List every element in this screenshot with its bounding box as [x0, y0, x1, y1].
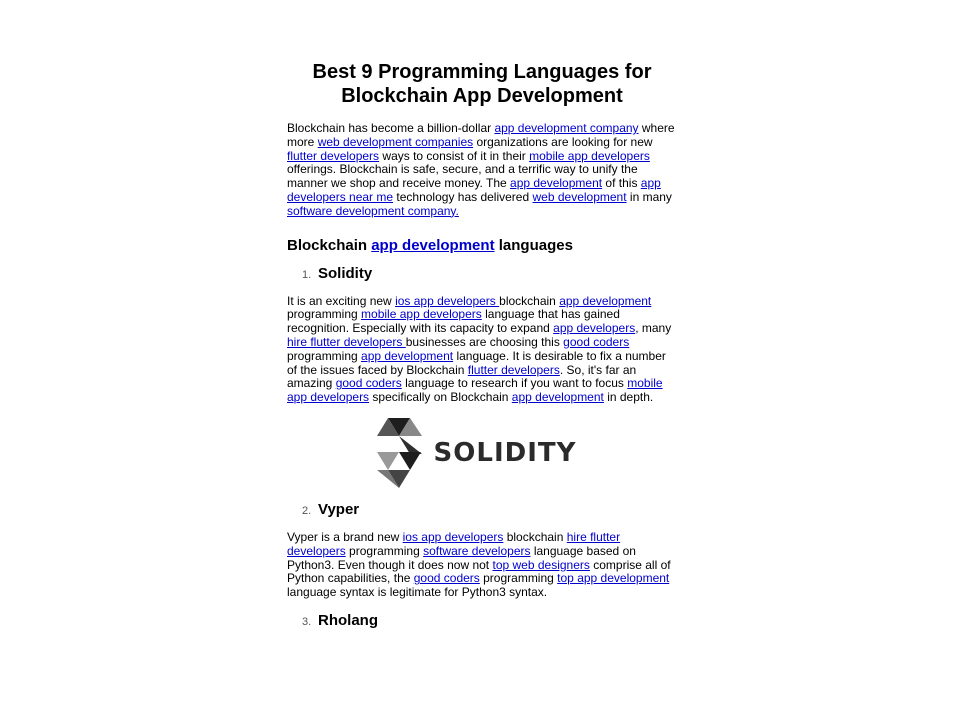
- text: Vyper is a brand new: [287, 529, 403, 544]
- link[interactable]: app developers: [553, 321, 636, 336]
- page-title: [287, 60, 677, 108]
- text: Blockchain: [287, 236, 372, 254]
- link[interactable]: ios app developers: [402, 529, 504, 544]
- text: in depth.: [603, 390, 654, 405]
- text: blockchain: [503, 529, 567, 544]
- text: in many: [626, 189, 672, 204]
- link[interactable]: hire flutter developers: [287, 334, 406, 349]
- list-item-heading: [302, 612, 677, 630]
- link[interactable]: mobile app developers: [361, 307, 482, 322]
- text: programming: [287, 348, 362, 363]
- solidity-wordmark: SOLIDITY: [433, 437, 577, 468]
- link-app-development-company[interactable]: app development company: [494, 121, 639, 135]
- link-mobile-app-developers[interactable]: mobile app developers: [529, 148, 650, 163]
- link[interactable]: flutter developers: [467, 362, 560, 377]
- link[interactable]: good coders: [413, 571, 480, 586]
- link-web-development-companies[interactable]: web development companies: [317, 134, 474, 149]
- list-item-title: Vyper: [318, 500, 360, 518]
- list-item-heading: [302, 501, 677, 519]
- text: language to research if you want to focus: [401, 376, 628, 391]
- text: language based on Python3. Even though it does now not: [287, 543, 636, 572]
- solidity-paragraph: [287, 295, 677, 405]
- link[interactable]: ios app developers: [395, 293, 500, 308]
- list-item-number: 2.: [302, 504, 312, 517]
- link-app-development[interactable]: app development: [510, 176, 603, 191]
- text: programming: [287, 307, 362, 322]
- text: It is an exciting new: [287, 293, 396, 308]
- text: . So, it's far an amazing: [287, 362, 637, 391]
- text: language that has gained recognition. Especially with its capacity to expand: [287, 307, 620, 336]
- text: ways to consist of it in their: [379, 148, 530, 163]
- text: organizations are looking for new: [473, 134, 653, 149]
- text: language. It is desirable to fix a number of the issues faced by Blockchain: [287, 348, 666, 377]
- text: where more: [287, 121, 675, 149]
- solidity-logo: [275, 417, 677, 489]
- link[interactable]: app development: [361, 348, 454, 363]
- text: languages: [494, 236, 573, 254]
- list-item-heading: [302, 265, 677, 283]
- solidity-logo-icon: [376, 418, 422, 488]
- link[interactable]: good coders: [335, 376, 402, 391]
- link[interactable]: hire flutter developers: [287, 529, 621, 558]
- list-item-number: 3.: [302, 615, 312, 628]
- text: technology has delivered: [393, 189, 533, 204]
- intro-paragraph: [287, 122, 677, 219]
- link[interactable]: top app development: [557, 571, 670, 586]
- link[interactable]: mobile app developers: [287, 376, 663, 405]
- text: businesses are choosing this: [405, 334, 564, 349]
- text: Blockchain has become a billion-dollar: [287, 121, 495, 135]
- text: of this: [602, 176, 641, 191]
- link[interactable]: good coders: [563, 334, 630, 349]
- text: comprise all of Python capabilities, the: [287, 557, 671, 586]
- link[interactable]: app development: [559, 293, 652, 308]
- section-heading: [287, 237, 677, 255]
- text: , many: [635, 321, 672, 336]
- link[interactable]: software developers: [423, 543, 531, 558]
- link[interactable]: top web designers: [492, 557, 590, 572]
- list-item-title: Solidity: [318, 264, 373, 282]
- link-flutter-developers[interactable]: flutter developers: [287, 148, 380, 163]
- link-web-development[interactable]: web development: [532, 189, 627, 204]
- text: specifically on Blockchain: [369, 390, 512, 405]
- text: blockchain: [499, 293, 560, 308]
- text: programming: [345, 543, 424, 558]
- title-line-2: Blockchain App Development: [341, 85, 623, 107]
- document-page: [287, 60, 677, 630]
- text: programming: [479, 571, 558, 586]
- link-app-developers-near-me[interactable]: app developers near me: [287, 176, 661, 204]
- title-line-1: Best 9 Programming Languages for: [312, 61, 652, 83]
- link-software-development-company[interactable]: software development company.: [287, 203, 459, 218]
- list-item-number: 1.: [302, 268, 312, 281]
- text: offerings. Blockchain is safe, secure, and a terrific way to unify the manner we shop and receive money. The: [287, 162, 638, 191]
- section-heading-link[interactable]: app development: [371, 236, 495, 254]
- link[interactable]: app development: [511, 390, 604, 405]
- text: language syntax is legitimate for Python3 syntax.: [287, 585, 548, 600]
- vyper-paragraph: [287, 531, 677, 600]
- list-item-title: Rholang: [318, 611, 378, 629]
